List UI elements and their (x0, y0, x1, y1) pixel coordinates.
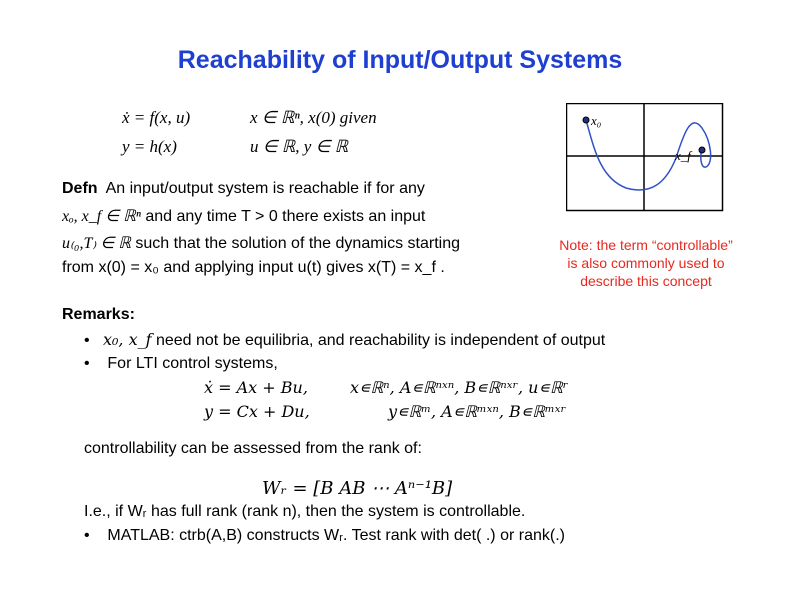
x0-label: x₀ (591, 113, 602, 128)
bullet-1-math: x₀, x_f (102, 330, 152, 349)
controllability-matrix: Wᵣ = [B AB ⋯ Aⁿ⁻¹B] (262, 478, 453, 499)
remark-bullet-1 (84, 330, 605, 350)
input-output-domain: u ∈ ℝ, y ∈ ℝ (250, 137, 349, 156)
state-equation: ẋ = f(x, u) (122, 108, 191, 127)
start-point (583, 117, 589, 123)
rank-text: controllability can be assessed from the rank of: (84, 440, 422, 457)
xf-label: x_f (675, 148, 691, 163)
bullet-2-text: For LTI control systems, (107, 355, 278, 372)
definition-line-1 (62, 180, 425, 198)
end-point (699, 147, 705, 153)
defn-math-2: xₒ, x_f ∈ ℝⁿ (62, 208, 141, 225)
remark-bullet-2 (84, 355, 278, 373)
bullet-1-marker: • (84, 332, 99, 349)
output-equation: y = h(x) (122, 137, 177, 156)
page-title: Reachability of Input/Output Systems (177, 46, 623, 74)
ie-text: I.e., if Wᵣ has full rank (rank n), then the system is controllable. (84, 503, 526, 520)
lti-state-domain: x∊ℝⁿ, A∊ℝⁿˣⁿ, B∊ℝⁿˣʳ, u∊ℝʳ (350, 378, 569, 397)
definition-line-3 (62, 233, 460, 253)
lti-output-equation: y = Cx + Du, (204, 402, 310, 421)
definition-line-2 (62, 206, 425, 226)
state-domain: x ∈ ℝⁿ, x(0) given (250, 108, 377, 127)
defn-text-3: such that the solution of the dynamics starting (135, 235, 461, 252)
lti-state-equation: ẋ = Ax + Bu, (204, 378, 308, 397)
note-block (546, 236, 746, 290)
note-line-3: describe this concept (580, 273, 712, 289)
note-line-1: Note: the term “controllable” (559, 237, 733, 253)
lti-output-domain: y∊ℝᵐ, A∊ℝᵐˣⁿ, B∊ℝᵐˣʳ (388, 402, 566, 421)
bullet-3-marker: • (84, 527, 103, 544)
remarks-heading: Remarks: (62, 306, 135, 323)
bullet-2-marker: • (84, 355, 103, 372)
note-line-2: is also commonly used to (567, 255, 725, 271)
defn-text-1: An input/output system is reachable if for any (105, 180, 425, 197)
bullet-1-text: need not be equilibria, and reachability is independent of output (155, 332, 606, 349)
defn-label: Defn (62, 180, 98, 197)
definition-line-4: from x(0) = x₀ and applying input u(t) gives x(T) = x_f . (62, 259, 445, 276)
reachability-figure (566, 103, 726, 215)
defn-text-2: and any time T > 0 there exists an input (145, 208, 426, 225)
remark-bullet-3 (84, 527, 565, 545)
defn-math-3: u₍₀,T₎ ∈ ℝ (62, 235, 131, 252)
matlab-text: MATLAB: ctrb(A,B) constructs Wᵣ. Test rank with det( .) or rank(.) (107, 527, 565, 544)
